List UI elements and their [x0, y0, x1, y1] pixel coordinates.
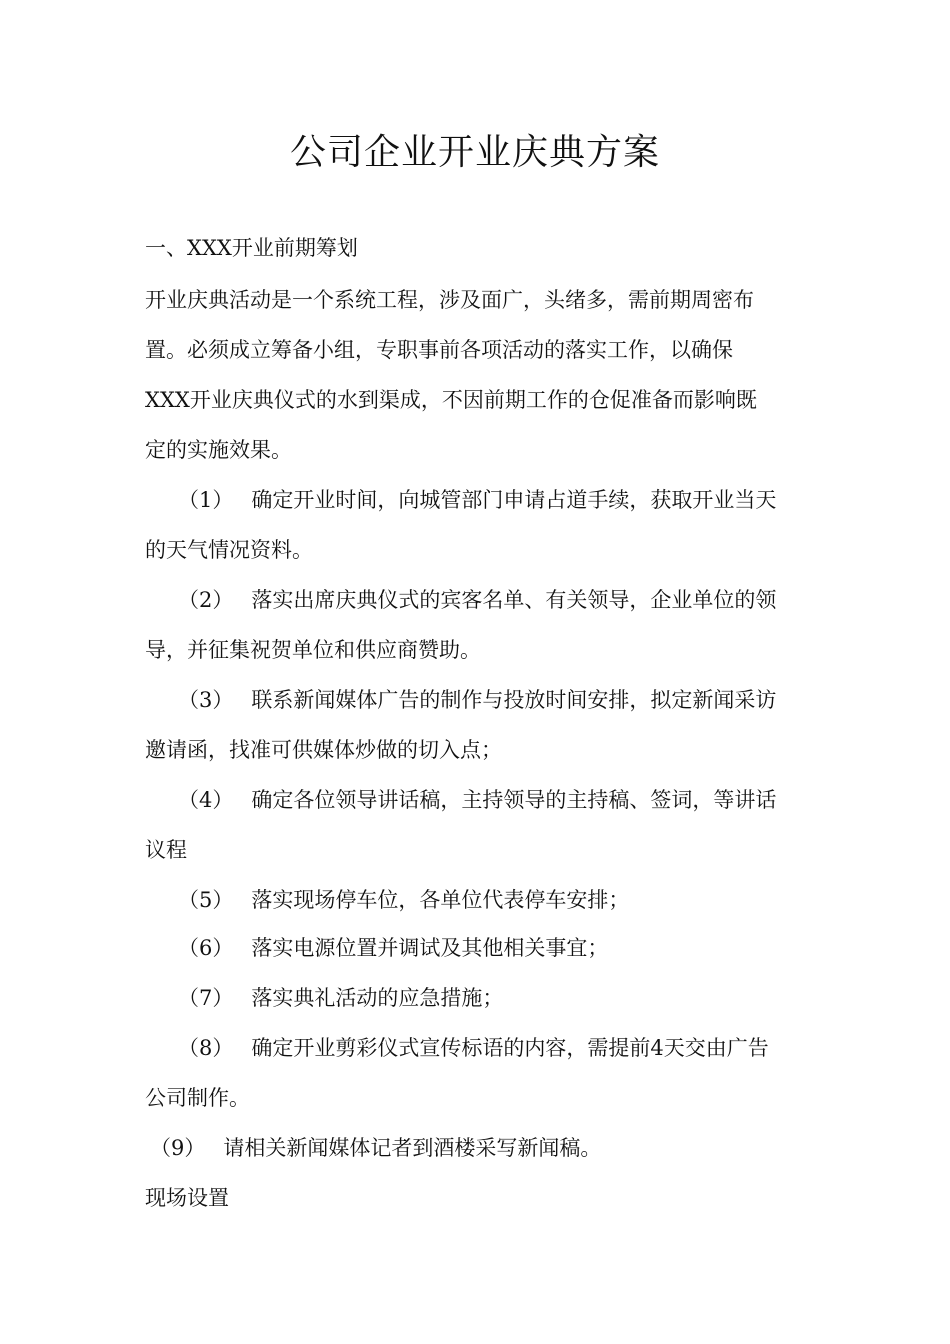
section-heading-site-setup: 现场设置 [145, 1186, 229, 1210]
list-item-7 [178, 983, 503, 1013]
list-item-number: （9） [150, 1136, 206, 1160]
list-item-text: 落实典礼活动的应急措施； [251, 986, 504, 1010]
list-item-number: （5） [178, 888, 234, 912]
section-heading-preparation: 一、XXX开业前期筹划 [145, 236, 358, 260]
list-item-9 [150, 1133, 601, 1163]
list-item-number: （7） [178, 986, 234, 1010]
list-item-8-continuation: 公司制作。 [145, 1086, 250, 1110]
intro-line-4: 定的实施效果。 [145, 438, 292, 462]
list-item-number: （4） [178, 788, 234, 812]
list-item-number: （8） [178, 1036, 234, 1060]
intro-line-3: XXX开业庆典仪式的水到渠成，不因前期工作的仓促准备而影响既 [145, 388, 757, 412]
list-item-text: 请相关新闻媒体记者到酒楼采写新闻稿。 [223, 1136, 602, 1160]
intro-line-1: 开业庆典活动是一个系统工程，涉及面广，头绪多，需前期周密布 [145, 288, 754, 312]
intro-line-2: 置。必须成立筹备小组，专职事前各项活动的落实工作，以确保 [145, 338, 733, 362]
list-item-text: 落实电源位置并调试及其他相关事宜； [251, 936, 609, 960]
list-item-text: 确定开业时间，向城管部门申请占道手续，获取开业当天 [251, 488, 777, 512]
list-item-1-continuation: 的天气情况资料。 [145, 538, 313, 562]
document-title: 公司企业开业庆典方案 [289, 132, 660, 173]
list-item-5 [178, 885, 629, 915]
list-item-6 [178, 933, 608, 963]
list-item-4-continuation: 议程 [145, 838, 187, 862]
list-item-2 [178, 585, 776, 615]
list-item-text: 确定各位领导讲话稿，主持领导的主持稿、签词，等讲话 [251, 788, 777, 812]
list-item-8 [178, 1033, 769, 1063]
list-item-2-continuation: 导，并征集祝贺单位和供应商赞助。 [145, 638, 481, 662]
list-item-text: 落实出席庆典仪式的宾客名单、有关领导，企业单位的领 [251, 588, 777, 612]
list-item-3 [178, 685, 776, 715]
list-item-number: （1） [178, 488, 234, 512]
list-item-3-continuation: 邀请函，找准可供媒体炒做的切入点； [145, 738, 502, 762]
list-item-text: 落实现场停车位，各单位代表停车安排； [251, 888, 630, 912]
list-item-number: （3） [178, 688, 234, 712]
list-item-text: 确定开业剪彩仪式宣传标语的内容，需提前4天交由广告 [251, 1036, 769, 1060]
list-item-text: 联系新闻媒体广告的制作与投放时间安排，拟定新闻采访 [251, 688, 777, 712]
list-item-4 [178, 785, 776, 815]
list-item-1 [178, 485, 776, 515]
list-item-number: （2） [178, 588, 234, 612]
list-item-number: （6） [178, 936, 234, 960]
